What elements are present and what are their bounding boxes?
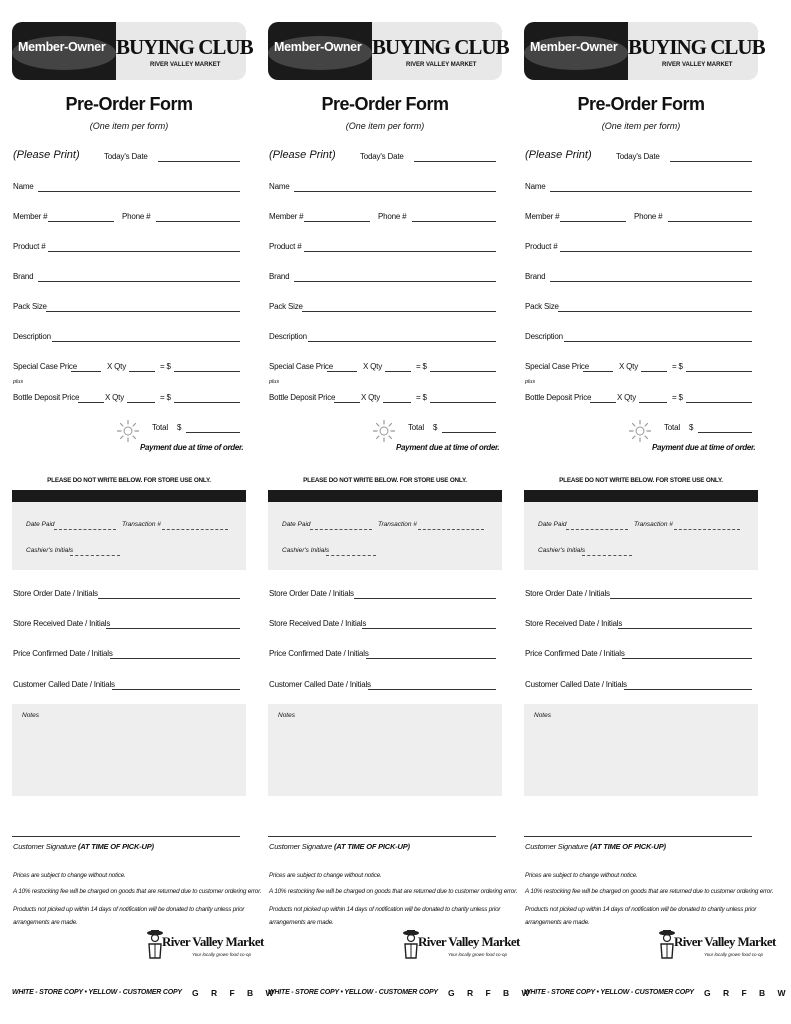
store-received-label: Store Received Date / Initials [269, 619, 367, 628]
form-subtitle: (One item per form) [601, 121, 681, 131]
pack-size-label: Pack Size [13, 302, 47, 311]
todays-date-label: Today's Date [360, 152, 404, 161]
name-label: Name [525, 182, 546, 191]
notes-box[interactable] [524, 704, 758, 796]
customer-called-field[interactable] [368, 689, 496, 690]
total-field[interactable] [698, 432, 752, 433]
store-use-warning: PLEASE DO NOT WRITE BELOW. FOR STORE USE ONLY. [559, 477, 723, 484]
transaction-field[interactable] [674, 529, 740, 530]
brand-field[interactable] [550, 281, 752, 282]
cashiers-initials-field[interactable] [70, 555, 120, 556]
pre-order-form-3 [524, 0, 791, 1024]
fine-print-arrangements: arrangements are made. [13, 919, 78, 926]
copy-distribution-note: WHITE - STORE COPY • YELLOW - CUSTOMER COPY [12, 989, 182, 996]
brand-field[interactable] [294, 281, 496, 282]
logo-tagline: Your locally grown food co-op [448, 952, 508, 957]
date-paid-label: Date Paid [282, 521, 311, 528]
total-field[interactable] [442, 432, 496, 433]
total-label: Total [664, 423, 680, 432]
please-print-label: (Please Print) [13, 149, 80, 161]
store-order-field[interactable] [354, 598, 496, 599]
deposit-equals-label: = $ [672, 393, 683, 402]
customer-called-field[interactable] [624, 689, 752, 690]
please-print-label: (Please Print) [525, 149, 592, 161]
signature-field[interactable] [12, 836, 240, 837]
payment-due-note: Payment due at time of order. [140, 443, 244, 452]
sun-icon [628, 419, 652, 443]
store-name-label: RIVER VALLEY MARKET [662, 62, 733, 68]
customer-called-label: Customer Called Date / Initials [13, 680, 115, 689]
case-subtotal-field[interactable] [174, 371, 240, 372]
signature-caption [525, 842, 666, 851]
special-case-price-field[interactable] [71, 371, 101, 372]
signature-caption [13, 842, 154, 851]
total-field[interactable] [186, 432, 240, 433]
store-use-box [268, 502, 502, 570]
pack-size-label: Pack Size [269, 302, 303, 311]
river-valley-market-logo [402, 928, 520, 962]
notes-box[interactable] [268, 704, 502, 796]
store-use-box [524, 502, 758, 570]
deposit-subtotal-field[interactable] [430, 402, 496, 403]
form-subtitle: (One item per form) [89, 121, 169, 131]
store-received-label: Store Received Date / Initials [13, 619, 111, 628]
deposit-subtotal-field[interactable] [174, 402, 240, 403]
pack-size-label: Pack Size [525, 302, 559, 311]
todays-date-field[interactable] [414, 161, 496, 162]
form-title: Pre-Order Form [577, 94, 705, 114]
deposit-qty-field[interactable] [127, 402, 155, 403]
name-field[interactable] [550, 191, 752, 192]
total-label: Total [408, 423, 424, 432]
please-print-label: (Please Print) [269, 149, 336, 161]
notes-box[interactable] [12, 704, 246, 796]
product-number-field[interactable] [48, 251, 240, 252]
brand-label: Brand [269, 272, 290, 281]
store-use-warning: PLEASE DO NOT WRITE BELOW. FOR STORE USE ONLY. [303, 477, 467, 484]
logo-text: River Valley Market [674, 934, 776, 949]
notes-label: Notes [22, 712, 39, 719]
special-case-price-label: Special Case Price [13, 362, 77, 371]
phone-number-field[interactable] [156, 221, 240, 222]
date-paid-field[interactable] [566, 529, 628, 530]
buying-club-header [12, 22, 253, 80]
total-dollar-label: $ [177, 423, 182, 432]
date-paid-label: Date Paid [26, 521, 55, 528]
member-number-label: Member # [13, 212, 48, 221]
deposit-qty-field[interactable] [639, 402, 667, 403]
logo-tagline: Your locally grown food co-op [704, 952, 764, 957]
buying-club-label: BUYING CLUB [372, 35, 509, 59]
plus-label: plus [13, 379, 24, 385]
member-number-label: Member # [269, 212, 304, 221]
price-confirmed-field[interactable] [110, 658, 240, 659]
customer-called-field[interactable] [112, 689, 240, 690]
store-order-label: Store Order Date / Initials [269, 589, 354, 598]
special-case-price-label: Special Case Price [269, 362, 333, 371]
store-use-divider [12, 490, 246, 502]
store-order-field[interactable] [98, 598, 240, 599]
member-owner-label: Member-Owner [530, 40, 618, 54]
description-label: Description [525, 332, 563, 341]
logo-tagline: Your locally grown food co-op [192, 952, 252, 957]
deposit-qty-label: X Qty [361, 393, 381, 402]
pre-order-form-1 [12, 0, 279, 1024]
product-number-label: Product # [269, 242, 302, 251]
signature-field[interactable] [268, 836, 496, 837]
bottle-deposit-label: Bottle Deposit Price [13, 393, 80, 402]
date-paid-field[interactable] [310, 529, 372, 530]
total-dollar-label: $ [689, 423, 694, 432]
fine-print-products: Products not picked up within 14 days of notification will be donated to charity unless prior [525, 906, 757, 913]
fine-print-restocking: A 10% restocking fee will be charged on goods that are returned due to customer ordering error. [269, 888, 518, 895]
price-confirmed-field[interactable] [622, 658, 752, 659]
member-number-field[interactable] [560, 221, 626, 222]
store-received-field[interactable] [106, 628, 240, 629]
deposit-qty-field[interactable] [383, 402, 411, 403]
price-confirmed-label: Price Confirmed Date / Initials [269, 649, 369, 658]
phone-number-label: Phone # [634, 212, 663, 221]
signature-label: Customer Signature [269, 842, 333, 851]
phone-number-field[interactable] [668, 221, 752, 222]
todays-date-field[interactable] [158, 161, 240, 162]
deposit-equals-label: = $ [160, 393, 171, 402]
todays-date-label: Today's Date [104, 152, 148, 161]
copy-distribution-note: WHITE - STORE COPY • YELLOW - CUSTOMER COPY [524, 989, 694, 996]
river-valley-market-logo [146, 928, 264, 962]
buying-club-header [268, 22, 509, 80]
pack-size-field[interactable] [46, 311, 240, 312]
case-qty-field[interactable] [641, 371, 667, 372]
product-number-field[interactable] [304, 251, 496, 252]
case-qty-label: X Qty [107, 362, 127, 371]
sun-icon [372, 419, 396, 443]
fine-print-prices: Prices are subject to change without notice. [13, 872, 126, 879]
member-owner-label: Member-Owner [18, 40, 106, 54]
bottle-deposit-field[interactable] [334, 402, 360, 403]
signature-label: Customer Signature [525, 842, 589, 851]
deposit-qty-label: X Qty [105, 393, 125, 402]
buying-club-label: BUYING CLUB [116, 35, 253, 59]
buying-club-label: BUYING CLUB [628, 35, 765, 59]
form-title: Pre-Order Form [65, 94, 193, 114]
date-paid-label: Date Paid [538, 521, 567, 528]
case-equals-label: = $ [160, 362, 171, 371]
customer-called-label: Customer Called Date / Initials [525, 680, 627, 689]
total-label: Total [152, 423, 168, 432]
description-field[interactable] [308, 341, 496, 342]
case-qty-label: X Qty [363, 362, 383, 371]
fine-print-products: Products not picked up within 14 days of notification will be donated to charity unless prior [13, 906, 245, 913]
name-label: Name [13, 182, 34, 191]
deposit-subtotal-field[interactable] [686, 402, 752, 403]
brand-label: Brand [13, 272, 34, 281]
store-use-divider [268, 490, 502, 502]
signature-note: (AT TIME OF PICK-UP) [590, 842, 666, 851]
special-case-price-field[interactable] [583, 371, 613, 372]
total-dollar-label: $ [433, 423, 438, 432]
product-number-label: Product # [13, 242, 46, 251]
name-field[interactable] [294, 191, 496, 192]
sun-icon [116, 419, 140, 443]
buying-club-header [524, 22, 765, 80]
fine-print-restocking: A 10% restocking fee will be charged on goods that are returned due to customer ordering error. [525, 888, 774, 895]
description-label: Description [13, 332, 51, 341]
payment-due-note: Payment due at time of order. [396, 443, 500, 452]
logo-text: River Valley Market [418, 934, 520, 949]
brand-label: Brand [525, 272, 546, 281]
description-field[interactable] [564, 341, 752, 342]
customer-called-label: Customer Called Date / Initials [269, 680, 371, 689]
special-case-price-field[interactable] [327, 371, 357, 372]
phone-number-label: Phone # [122, 212, 151, 221]
brand-field[interactable] [38, 281, 240, 282]
fine-print-arrangements: arrangements are made. [269, 919, 334, 926]
copy-distribution-note: WHITE - STORE COPY • YELLOW - CUSTOMER COPY [268, 989, 438, 996]
name-label: Name [269, 182, 290, 191]
store-received-field[interactable] [362, 628, 496, 629]
bottle-deposit-label: Bottle Deposit Price [525, 393, 592, 402]
bottle-deposit-label: Bottle Deposit Price [269, 393, 336, 402]
fine-print-prices: Prices are subject to change without notice. [269, 872, 382, 879]
price-confirmed-label: Price Confirmed Date / Initials [13, 649, 113, 658]
bottle-deposit-field[interactable] [78, 402, 104, 403]
copy-color-codes: G R F B W [448, 988, 535, 998]
cashiers-initials-field[interactable] [326, 555, 376, 556]
member-owner-label: Member-Owner [274, 40, 362, 54]
todays-date-label: Today's Date [616, 152, 660, 161]
price-confirmed-field[interactable] [366, 658, 496, 659]
deposit-qty-label: X Qty [617, 393, 637, 402]
logo-text: River Valley Market [162, 934, 264, 949]
pack-size-field[interactable] [558, 311, 752, 312]
transaction-label: Transaction # [122, 521, 161, 528]
product-number-label: Product # [525, 242, 558, 251]
pack-size-field[interactable] [302, 311, 496, 312]
phone-number-label: Phone # [378, 212, 407, 221]
description-label: Description [269, 332, 307, 341]
signature-field[interactable] [524, 836, 752, 837]
case-qty-field[interactable] [129, 371, 155, 372]
transaction-field[interactable] [162, 529, 228, 530]
cashiers-initials-label: Cashier's Initials [26, 547, 74, 554]
store-name-label: RIVER VALLEY MARKET [406, 62, 477, 68]
todays-date-field[interactable] [670, 161, 752, 162]
river-valley-market-logo [658, 928, 776, 962]
store-received-label: Store Received Date / Initials [525, 619, 623, 628]
case-subtotal-field[interactable] [686, 371, 752, 372]
case-qty-label: X Qty [619, 362, 639, 371]
fine-print-restocking: A 10% restocking fee will be charged on goods that are returned due to customer ordering error. [13, 888, 262, 895]
member-number-field[interactable] [304, 221, 370, 222]
transaction-label: Transaction # [378, 521, 417, 528]
phone-number-field[interactable] [412, 221, 496, 222]
fine-print-prices: Prices are subject to change without notice. [525, 872, 638, 879]
fine-print-arrangements: arrangements are made. [525, 919, 590, 926]
signature-note: (AT TIME OF PICK-UP) [334, 842, 410, 851]
case-qty-field[interactable] [385, 371, 411, 372]
copy-color-codes: G R F B W [704, 988, 791, 998]
store-name-label: RIVER VALLEY MARKET [150, 62, 221, 68]
form-subtitle: (One item per form) [345, 121, 425, 131]
store-order-label: Store Order Date / Initials [13, 589, 98, 598]
fine-print-products: Products not picked up within 14 days of notification will be donated to charity unless prior [269, 906, 501, 913]
cashiers-initials-label: Cashier's Initials [538, 547, 586, 554]
pre-order-form-2 [268, 0, 535, 1024]
signature-label: Customer Signature [13, 842, 77, 851]
store-order-label: Store Order Date / Initials [525, 589, 610, 598]
notes-label: Notes [278, 712, 295, 719]
plus-label: plus [269, 379, 280, 385]
plus-label: plus [525, 379, 536, 385]
store-order-field[interactable] [610, 598, 752, 599]
member-number-label: Member # [525, 212, 560, 221]
store-use-warning: PLEASE DO NOT WRITE BELOW. FOR STORE USE ONLY. [47, 477, 211, 484]
signature-caption [269, 842, 410, 851]
transaction-label: Transaction # [634, 521, 673, 528]
store-use-divider [524, 490, 758, 502]
case-subtotal-field[interactable] [430, 371, 496, 372]
signature-note: (AT TIME OF PICK-UP) [78, 842, 154, 851]
member-number-field[interactable] [48, 221, 114, 222]
notes-label: Notes [534, 712, 551, 719]
name-field[interactable] [38, 191, 240, 192]
date-paid-field[interactable] [54, 529, 116, 530]
product-number-field[interactable] [560, 251, 752, 252]
case-equals-label: = $ [672, 362, 683, 371]
store-use-box [12, 502, 246, 570]
transaction-field[interactable] [418, 529, 484, 530]
cashiers-initials-label: Cashier's Initials [282, 547, 330, 554]
special-case-price-label: Special Case Price [525, 362, 589, 371]
cashiers-initials-field[interactable] [582, 555, 632, 556]
deposit-equals-label: = $ [416, 393, 427, 402]
store-received-field[interactable] [618, 628, 752, 629]
copy-color-codes: G R F B W [192, 988, 279, 998]
bottle-deposit-field[interactable] [590, 402, 616, 403]
payment-due-note: Payment due at time of order. [652, 443, 756, 452]
price-confirmed-label: Price Confirmed Date / Initials [525, 649, 625, 658]
case-equals-label: = $ [416, 362, 427, 371]
description-field[interactable] [52, 341, 240, 342]
form-title: Pre-Order Form [321, 94, 449, 114]
